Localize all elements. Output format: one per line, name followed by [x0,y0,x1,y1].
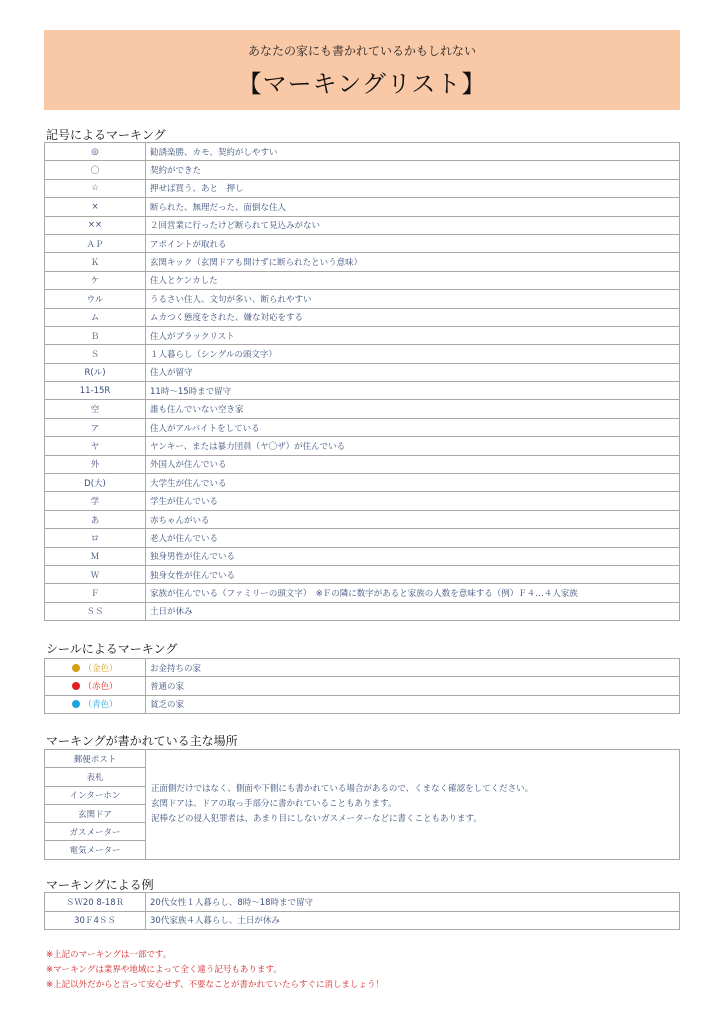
symbol-description: 独身女性が住んでいる [146,565,680,583]
symbol-code: 〇 [45,161,146,179]
section-title-symbols: 記号によるマーキング [46,128,166,142]
place-name: 表札 [45,768,146,786]
symbol-description: 土日が休み [146,602,680,620]
sticker-label: （赤色） [83,681,118,692]
symbol-code: ウル [45,290,146,308]
sticker-description: 貧乏の家 [146,695,680,713]
symbol-code: Ｗ [45,565,146,583]
notes [46,948,384,993]
example-code: 30Ｆ4ＳＳ [45,911,146,930]
symbol-code: ◎ [45,143,146,161]
symbol-description: 断られた、無理だった、面倒な住人 [146,198,680,216]
symbol-description: 住人がアルバイトをしている [146,418,680,436]
table-row [45,161,680,179]
places-description-line: 正面側だけではなく、側面や下側にも書かれている場合があるので、くまなく確認をしてください。 [151,783,534,794]
symbol-description: 押せば買う、あと 押し [146,179,680,197]
symbol-description: 独身男性が住んでいる [146,547,680,565]
symbol-description: 住人がブラックリスト [146,326,680,344]
symbol-code: Ｋ [45,253,146,271]
table-row [45,510,680,528]
table-row [45,271,680,289]
symbol-description: 老人が住んでいる [146,529,680,547]
table-row [45,455,680,473]
symbol-description: アポイントが取れる [146,234,680,252]
symbol-code: Ｍ [45,547,146,565]
place-name: 郵便ポスト [45,750,146,768]
symbol-code: D(大) [45,474,146,492]
table-row [45,474,680,492]
symbol-code: ☆ [45,179,146,197]
symbol-code: × [45,198,146,216]
section-title-stickers: シールによるマーキング [46,642,178,656]
table-row [45,677,680,695]
symbol-description: 契約ができた [146,161,680,179]
example-code: ＳＷ20 8-18Ｒ [45,893,146,912]
table-row [45,602,680,620]
symbol-code: ＡＰ [45,234,146,252]
symbol-description: 外国人が住んでいる [146,455,680,473]
symbol-code: 11-15R [45,382,146,400]
sticker-color [45,695,146,713]
table-row [45,308,680,326]
symbol-description: 玄関キック（玄関ドアも開けずに断られたという意味） [146,253,680,271]
stickers-table [44,658,680,714]
symbol-code: Ｆ [45,584,146,602]
symbol-code: ＳＳ [45,602,146,620]
place-name: 電気メーター [45,841,146,859]
table-row [45,198,680,216]
table-row [45,695,680,713]
sticker-color [45,659,146,677]
note-line: ※上記のマーキングは一部です。 [46,950,172,960]
table-row [45,179,680,197]
note-line: ※上記以外だからと言って安心せず、不要なことが書かれていたらすぐに消しましょう！ [46,980,384,990]
symbol-description: 大学生が住んでいる [146,474,680,492]
examples-table [44,892,680,930]
symbol-code: ケ [45,271,146,289]
table-row [45,565,680,583]
sticker-description: 普通の家 [146,677,680,695]
symbol-description: 住人が留守 [146,363,680,381]
symbol-description: 住人とケンカした [146,271,680,289]
symbol-code: 空 [45,400,146,418]
header-subtitle: あなたの家にも書かれているかもしれない [247,44,476,58]
symbol-description: １人暮らし（シングルの頭文字） [146,345,680,363]
table-row [45,143,680,161]
places-table [44,749,680,860]
sticker-label: （金色） [83,663,118,674]
table-row [45,492,680,510]
place-name: 玄関ドア [45,804,146,822]
table-row [45,547,680,565]
symbol-description: 赤ちゃんがいる [146,510,680,528]
symbol-description: 誰も住んでいない空き家 [146,400,680,418]
table-row [45,234,680,252]
sticker-dot-icon [72,700,80,708]
table-row [45,750,680,768]
sticker-dot-icon [72,682,80,690]
table-row [45,345,680,363]
symbols-table [44,142,680,621]
symbol-code: R(ル) [45,363,146,381]
symbol-code: ヤ [45,437,146,455]
table-row [45,893,680,912]
symbol-description: うるさい住人、文句が多い、断られやすい [146,290,680,308]
table-row [45,253,680,271]
table-row [45,382,680,400]
table-row [45,216,680,234]
table-row [45,584,680,602]
symbol-description: 勧誘楽勝、カモ、契約がしやすい [146,143,680,161]
sticker-color [45,677,146,695]
symbol-code: あ [45,510,146,528]
places-description-line: 玄関ドアは、ドアの取っ手部分に書かれていることもあります。 [151,798,397,809]
symbol-description: ２回営業に行ったけど断られて見込みがない [146,216,680,234]
table-row [45,400,680,418]
symbol-description: ムカつく態度をされた、嫌な対応をする [146,308,680,326]
place-name: ガスメーター [45,823,146,841]
table-row [45,529,680,547]
symbol-code: ×× [45,216,146,234]
table-row [45,326,680,344]
symbol-code: Ｓ [45,345,146,363]
example-description: 20代女性１人暮らし、8時～18時まで留守 [146,893,680,912]
table-row [45,659,680,677]
symbol-code: 学 [45,492,146,510]
symbol-description: 11時～15時まで留守 [146,382,680,400]
table-row [45,418,680,436]
table-row [45,911,680,930]
note-line: ※マーキングは業界や地域によって全く違う記号もあります。 [46,965,282,975]
header-banner [44,30,680,110]
symbol-code: ム [45,308,146,326]
section-title-examples: マーキングによる例 [46,878,154,892]
symbol-description: ヤンキー、または暴力団員（ヤ〇ザ）が住んでいる [146,437,680,455]
sticker-dot-icon [72,664,80,672]
symbol-description: 家族が住んでいる（ファミリーの頭文字） ※Ｆの隣に数字があると家族の人数を意味する（例）Ｆ４…４人家族 [146,584,680,602]
table-row [45,290,680,308]
places-description-line: 泥棒などの侵入犯罪者は、あまり目にしないガスメーターなどに書くこともあります。 [151,813,482,824]
place-name: インターホン [45,786,146,804]
table-row [45,363,680,381]
symbol-description: 学生が住んでいる [146,492,680,510]
section-title-places: マーキングが書かれている主な場所 [46,734,238,748]
places-description [146,750,680,860]
symbol-code: ロ [45,529,146,547]
sticker-label: （青色） [83,700,118,711]
symbol-code: Ｂ [45,326,146,344]
symbol-code: ア [45,418,146,436]
page-title: 【マーキングリスト】 [237,70,487,98]
sticker-description: お金持ちの家 [146,659,680,677]
example-description: 30代家族４人暮らし、土日が休み [146,911,680,930]
symbol-code: 外 [45,455,146,473]
table-row [45,437,680,455]
